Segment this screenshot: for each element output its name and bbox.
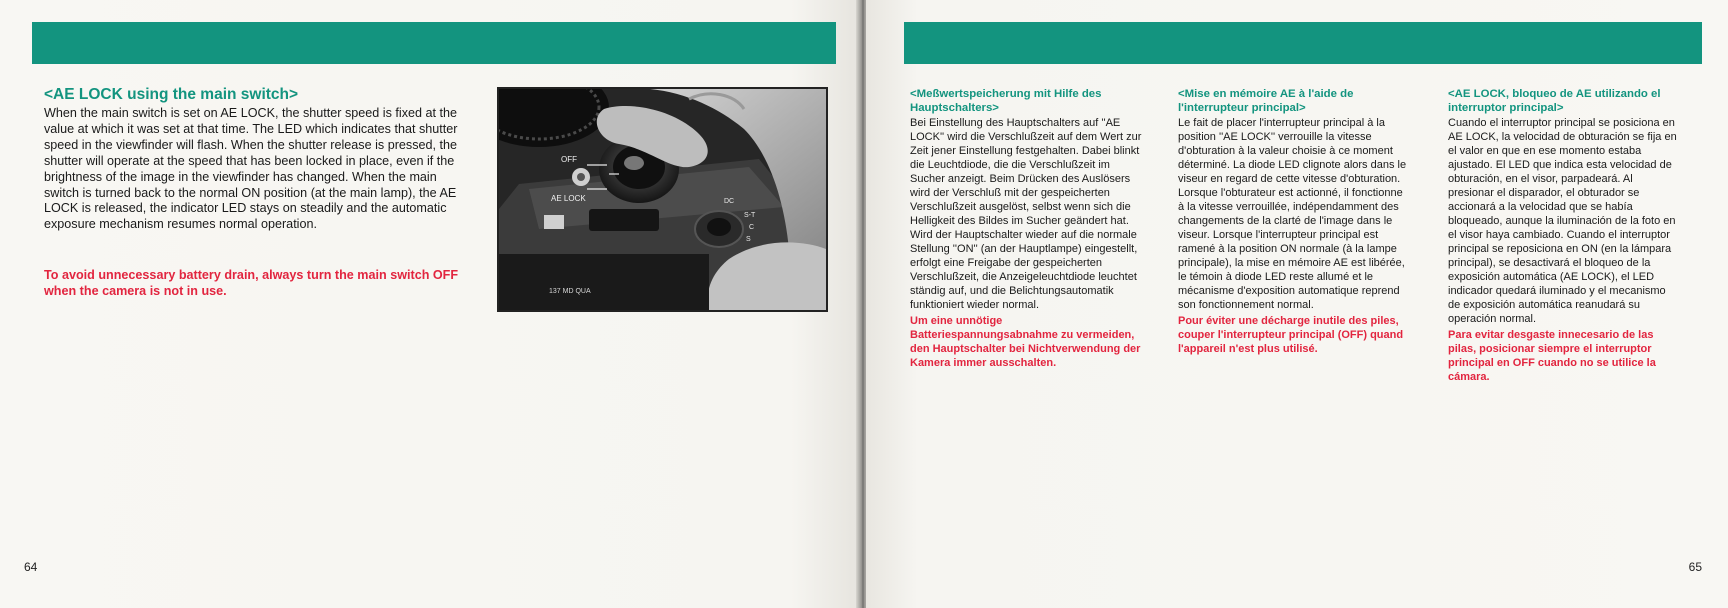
photo-label-off: OFF [561,155,577,164]
photo-label-s: S [746,236,751,243]
column-german [910,88,1142,370]
header-bar [32,22,836,64]
body-text-fr: Le fait de placer l'interrupteur principal à la position ''AE LOCK'' verrouille la vitesse d'obturation à la valeur choisie à ce moment déterminé. La diode LED clignote alors dans le viseur en regard de cette vitesse d'obturation. Lorsque l'obturateur est actionné, il fonctionne à la vitesse verrouillée, indépendamment des changements de la clarté de l'image dans le viseur. Lorsque l'interrupteur principal est ramené à la position ON normale (à la lampe principale), la mise en mémoire AE est libérée, le témoin à diode LED reste allumé et le mécanisme d'exposition automatique reprend son fonctionnement normal. [1178,116,1407,311]
warning-text-en: To avoid unnecessary battery drain, always turn the main switch OFF when the camera is not in use. [44,268,459,298]
section-heading-es: <AE LOCK, bloqueo de AE utilizando el interruptor principal> [1448,88,1661,114]
page-number-left: 64 [24,560,38,574]
photo-label-st: S-T [744,212,756,219]
body-text-en: When the main switch is set on AE LOCK, the shutter speed is fixed at the value at which it was set at that time. The LED which indicates that shutter speed in the viewfinder will flash. When the shutter release is pressed, the shutter will operate at the speed that has been locked in place, even if the brightness of the image in the viewfinder has changed. When the main switch is turned back to the normal ON position (at the main lamp), the AE LOCK is released, the indicator LED stays on steadily and the automatic exposure mechanism resumes normal operation. [44,106,458,232]
warning-text-de: Um eine unnötige Batteriespannungsabnahme zu vermeiden, den Hauptschalter bei Nichtverwendung der Kamera immer ausschalten. [910,314,1141,369]
section-heading-en: <AE LOCK using the main switch> [44,86,299,103]
column-spanish [1448,88,1680,384]
section-heading-fr: <Mise en mémoire AE à l'aide de l'interrupteur principal> [1178,88,1354,114]
header-bar-right [904,22,1702,64]
page-number-right: 65 [1688,560,1702,574]
photo-label-ae-lock: AE LOCK [551,194,586,203]
body-text-es: Cuando el interruptor principal se posiciona en AE LOCK, la velocidad de obturación se fija en el valor en que en ese momento estaba ajustado. El LED que indica esta velocidad de obturación, en el visor, parpadeará. Al presionar el disparador, el obturador se accionará a la velocidad que se había bloqueado, aunque la iluminación de la foto en el visor haya cambiado. Cuando el interruptor principal se reposiciona en ON (en la lámpara principal), se desactivará el bloqueo de la exposición automática (AE LOCK), el LED indicador quedará iluminado y el mecanismo de exposición automática reanudará su operación normal. [1448,116,1677,325]
column-french [1178,88,1410,356]
body-text-de: Bei Einstellung des Hauptschalters auf ''AE LOCK'' wird die Verschlußzeit auf dem Wert zur Zeit jener Einstellung festgehalten. Dabei blinkt die Leuchtdiode, die die Verschlußzeit im Sucher anzeigt. Beim Drücken des Auslösers wird der Verschluß mit der gespeicherten Verschlußzeit ausgelöst, selbst wenn sich die Helligkeit des Bildes im Sucher geändert hat. Wird der Hauptschalter wieder auf die normale Stellung ''ON'' (an der Hauptlampe) eingestellt, erfolgt eine Freigabe der gespeicherten Verschlußzeit, die Anzeigeleuchtdiode leuchtet ständig auf, und die Belichtungsautomatik funktioniert wieder normal. [910,116,1142,311]
warning-text-es: Para evitar desgaste innecesario de las pilas, posicionar siempre el interruptor principal en OFF cuando no se utilice la cámara. [1448,328,1656,383]
section-heading-de: <Meßwertspeicherung mit Hilfe des Hauptschalters> [910,88,1102,114]
left-page [0,0,860,608]
photo-label-model: 137 MD QUA [549,288,591,295]
photo-label-dc: DC [724,198,735,205]
warning-text-fr: Pour éviter une décharge inutile des piles, couper l'interrupteur principal (OFF) quand l'appareil n'est plus utilisé. [1178,314,1404,355]
photo-label-c: C [749,224,755,231]
right-page [866,0,1728,608]
camera-main-switch-photo [497,87,828,312]
